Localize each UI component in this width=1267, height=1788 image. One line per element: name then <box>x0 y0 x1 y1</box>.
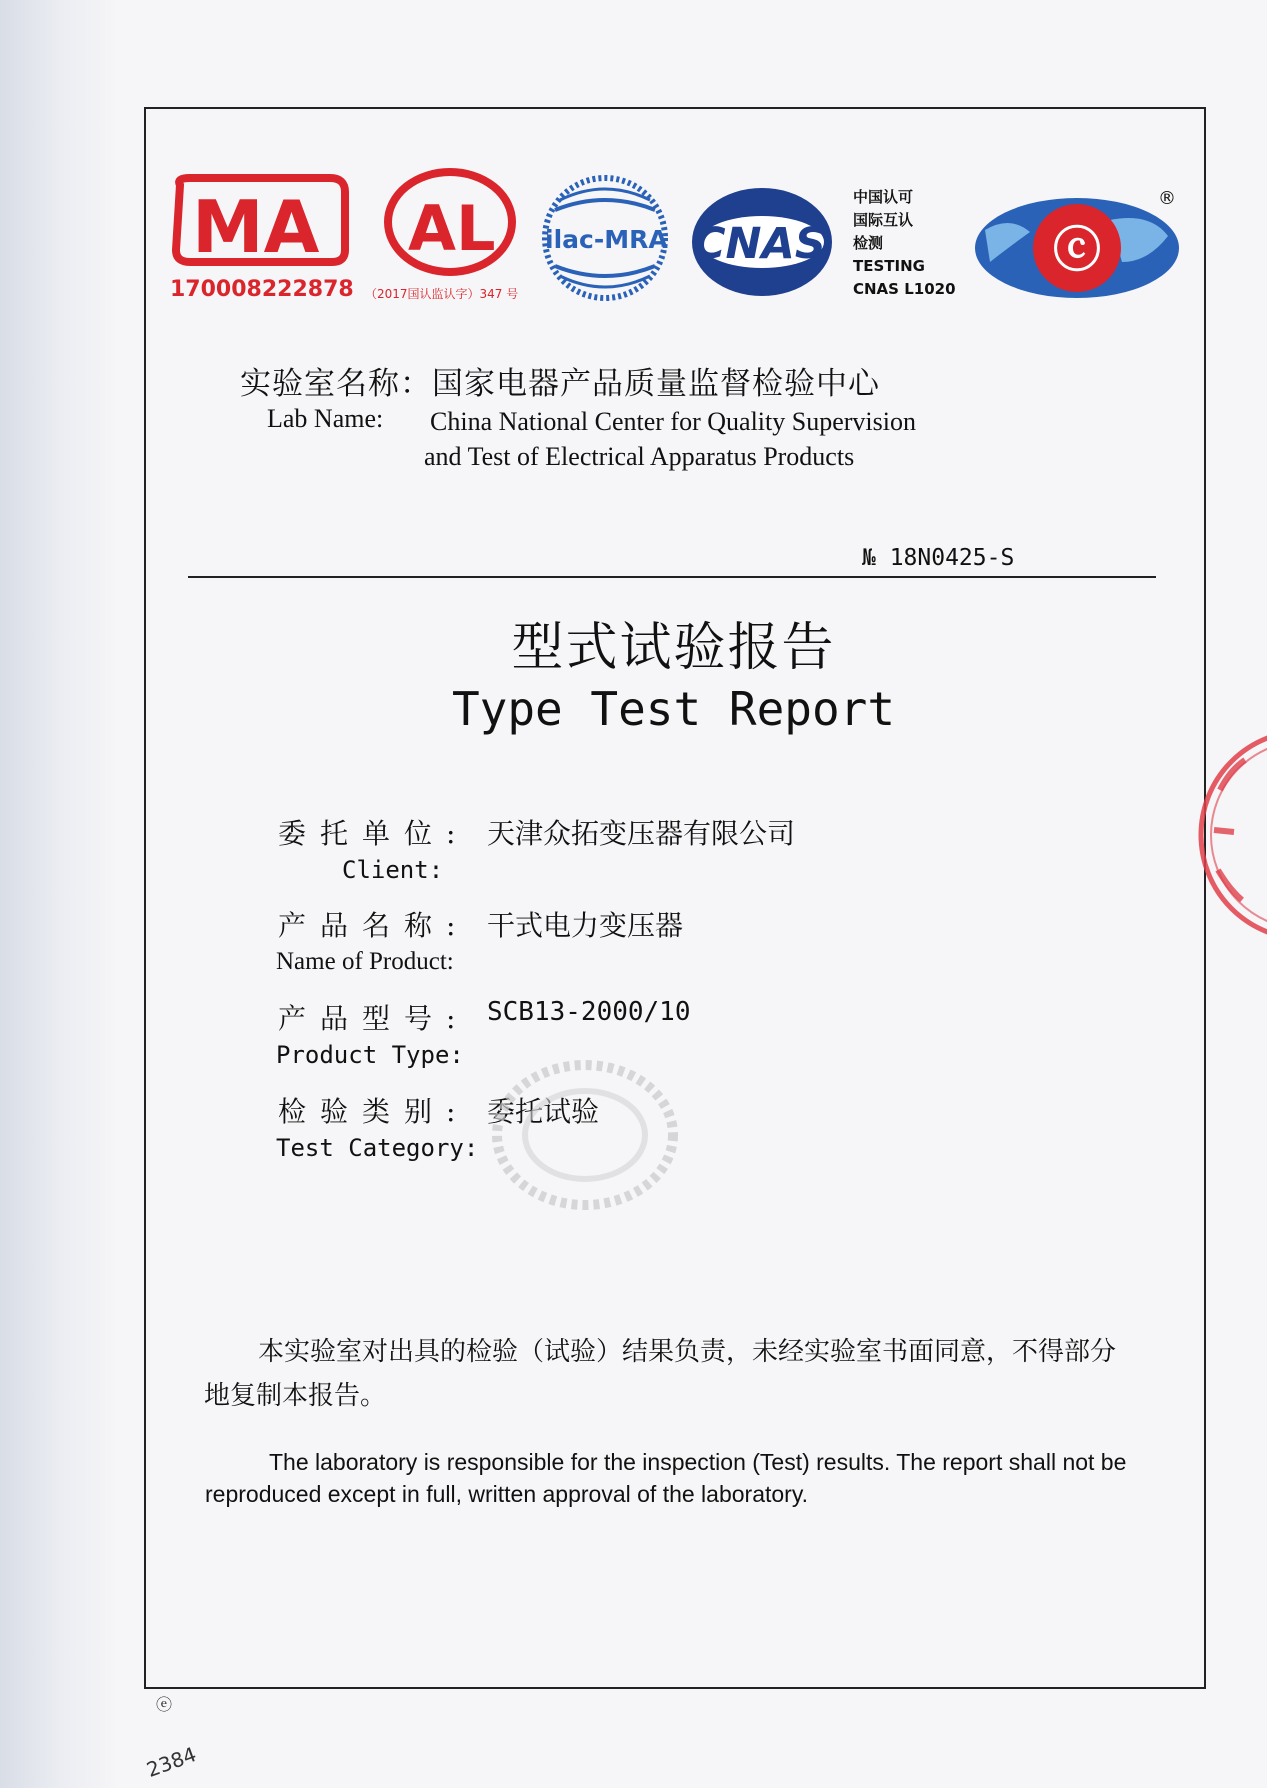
cma-logo <box>170 178 354 302</box>
lab-name-label: Lab Name: <box>267 404 384 433</box>
cma-number: 170008222878 <box>170 277 354 302</box>
notice-en: The laboratory is responsible for the inspection (Test) results. The report shall not be reproduced except in full, written approval of the laboratory. <box>205 1449 1127 1507</box>
ilac-mra-text: ilac-MRA <box>545 225 668 254</box>
cnas-caption <box>853 188 956 298</box>
field-label-cn: 委托单位: <box>278 817 470 850</box>
field-label-cn: 产品型号: <box>278 1002 470 1035</box>
cnas-logo <box>692 188 832 296</box>
field-value: SCB13-2000/10 <box>487 997 691 1027</box>
field-label-en: Product Type: <box>276 1041 464 1069</box>
cal-number: （2017国认监认字）347 号 <box>365 287 519 301</box>
notice-cn: 本实验室对出具的检验（试验）结果负责，未经实验室书面同意，不得部分地复制本报告。 <box>204 1337 1117 1411</box>
certification-logos <box>0 0 1267 320</box>
cnas-line1: 中国认可 <box>853 188 914 206</box>
cnas-line3: 检测 <box>853 234 884 252</box>
red-seal <box>1190 720 1267 950</box>
lab-name-en-line2: and Test of Electrical Apparatus Products <box>424 442 855 471</box>
globe-emblem-logo <box>975 188 1179 298</box>
svg-text:ⓒ: ⓒ <box>1053 222 1102 278</box>
cnas-line2: 国际互认 <box>853 211 914 229</box>
cal-logo-text: AL <box>408 192 496 265</box>
field-value: 干式电力变压器 <box>487 909 684 942</box>
cnas-line4: TESTING <box>853 257 925 275</box>
handwritten-number: 2384 <box>143 1742 200 1782</box>
report-number: № 18N0425-S <box>862 545 1015 571</box>
registered-mark: ® <box>1158 188 1176 209</box>
lab-name-en-line1: China National Center for Quality Supervision <box>430 407 916 436</box>
ilac-mra-logo <box>545 178 668 298</box>
lab-name-cn: 实验室名称：国家电器产品质量监督检验中心 <box>240 366 880 402</box>
cnas-line5: CNAS L1020 <box>853 280 956 298</box>
report-title-cn: 型式试验报告 <box>511 618 836 678</box>
lab-name-en <box>424 404 1030 474</box>
cal-logo <box>365 172 518 301</box>
page-mark: ⓔ <box>156 1695 173 1714</box>
field-value: 天津众拓变压器有限公司 <box>487 817 796 850</box>
cnas-logo-text: CNAS <box>694 219 826 269</box>
cma-logo-text: MA <box>192 185 320 269</box>
field-label-en: Name of Product: <box>276 948 454 975</box>
field-value: 委托试验 <box>487 1095 600 1128</box>
embossed-seal <box>480 1050 700 1230</box>
header-rule <box>188 576 1156 578</box>
report-title-en: Type Test Report <box>451 682 896 736</box>
field-label-en: Client: <box>342 856 444 884</box>
field-label-cn: 检验类别: <box>278 1095 470 1128</box>
field-label-en: Test Category: <box>276 1134 479 1162</box>
field-label-cn: 产品名称: <box>278 909 470 942</box>
